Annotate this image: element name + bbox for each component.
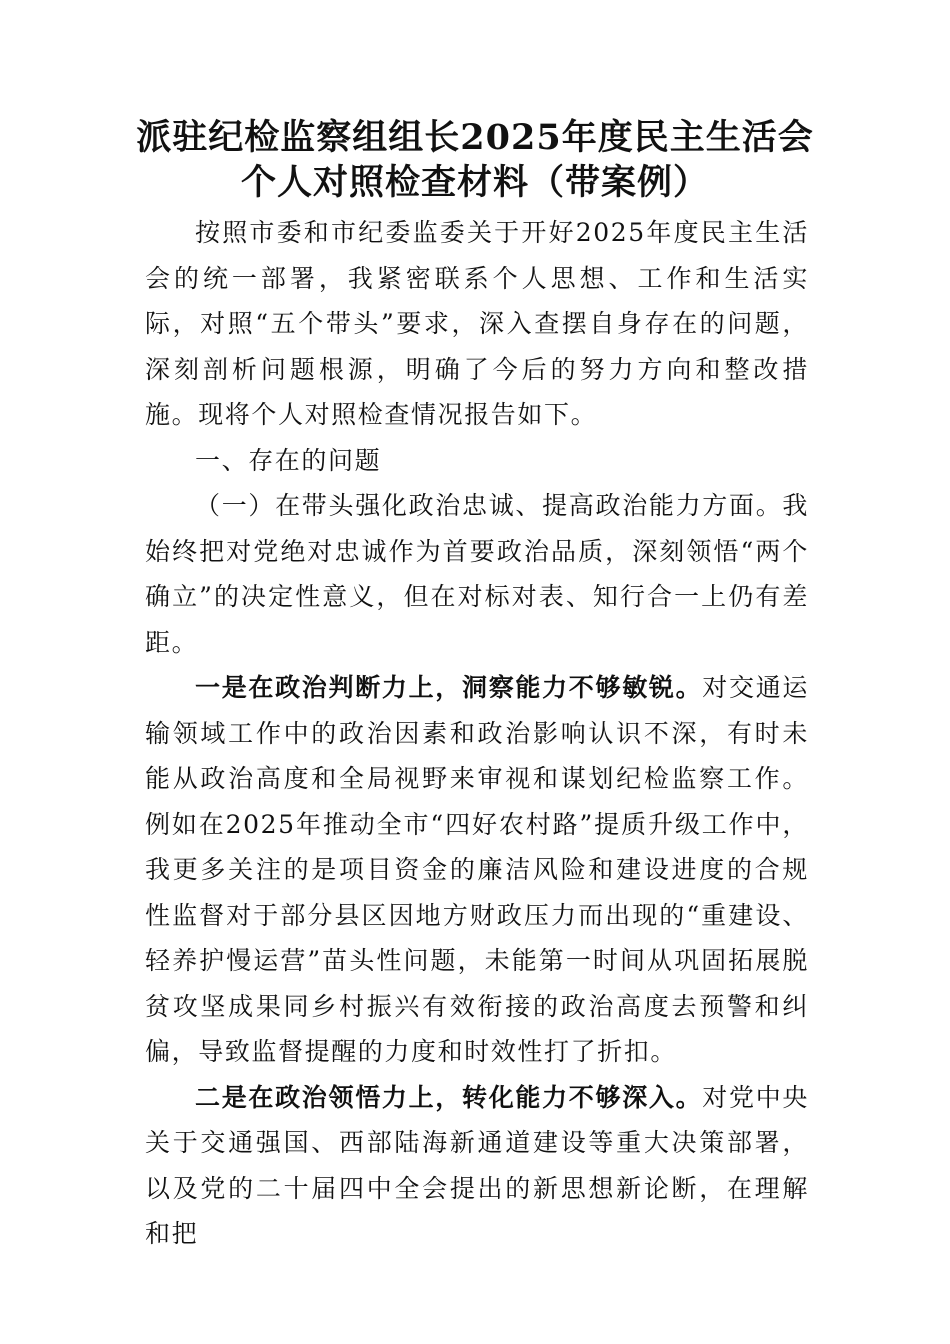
document-title-line-2: 个人对照检查材料（带案例） (240, 162, 709, 203)
document-title-line-1: 派驻纪检监察组组长2025年度民主生活会 (136, 117, 814, 158)
point-1-paragraph (145, 665, 809, 1075)
intro-paragraph: 按照市委和市纪委监委关于开好2025年度民主生活会的统一部署，我紧密联系个人思想、工作和生活实际，对照“五个带头”要求，深入查摆自身存在的问题，深刻剖析问题根源，明确了今后的努力方向和整改措施。现将个人对照检查情况报告如下。 (145, 218, 809, 429)
point-2-paragraph (145, 1075, 809, 1257)
section-heading-problems: 一、存在的问题 (195, 445, 382, 475)
point-2-body: 对党中央关于交通强国、西部陆海新通道建设等重大决策部署，以及党的二十届四中全会提出的新思想新论断，在理解和把 (145, 1082, 809, 1248)
point-1-lead: 一是在政治判断力上，洞察能力不够敏锐。 (195, 673, 703, 702)
document-body (145, 210, 809, 1257)
point-1-body: 对交通运输领域工作中的政治因素和政治影响认识不深，有时未能从政治高度和全局视野来审视和谋划纪检监察工作。例如在2025年推动全市“四好农村路”提质升级工作中，我更多关注的是项目资金的廉洁风险和建设进度的合规性监督对于部分县区因地方财政压力而出现的“重建设、轻养护慢运营”苗头性问题，未能第一时间从巩固拓展脱贫攻坚成果同乡村振兴有效衔接的政治高度去预警和纠偏，导致监督提醒的力度和时效性打了折扣。 (145, 673, 809, 1066)
point-2-lead: 二是在政治领悟力上，转化能力不够深入。 (195, 1082, 703, 1112)
subsection-1-paragraph: （一）在带头强化政治忠诚、提高政治能力方面。我始终把对党绝对忠诚作为首要政治品质，深刻领悟“两个确立”的决定性意义，但在对标对表、知行合一上仍有差距。 (145, 491, 809, 657)
